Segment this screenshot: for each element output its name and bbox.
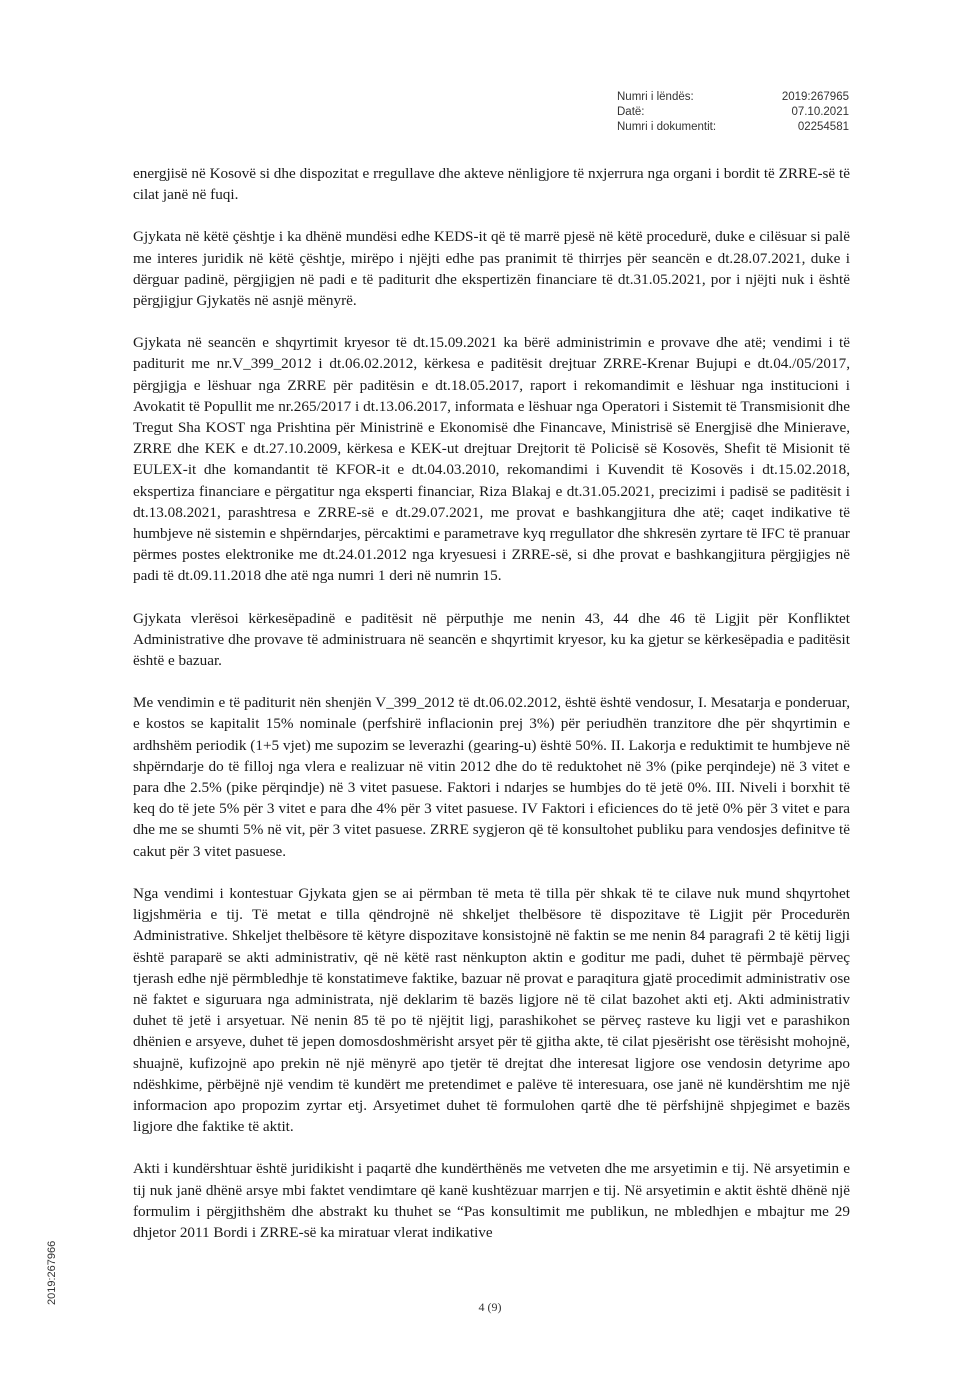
date-row [617, 105, 849, 120]
document-body [133, 163, 850, 1264]
paragraph: energjisë në Kosovë si dhe dispozitat e rregullave dhe akteve nënligjore të nxjerrura nga organi i bordit të ZRRE-së të cilat janë në fuqi. [133, 165, 850, 204]
case-number-value: 2019:267965 [781, 91, 849, 103]
paragraph: Gjykata në këtë çështje i ka dhënë mundësi edhe KEDS-it që të marrë pjesë në këtë procedurë, duke e cilësuar si palë me interes juridik në këtë çështje, mirëpo i njëjti edhe pas pranimit të thirrjes për seancën e dt.28.07.2021, duke i dërguar padinë, përgjigjen në padi e të paditurit dhe ekspertizën financiare të dt.31.05.2021, por i njëjti nuk i është përgjigjur Gjykatës në asnjë mënyrë. [133, 228, 850, 310]
document-metadata [617, 90, 849, 135]
case-number-row [617, 90, 849, 105]
paragraph: Me vendimin e të paditurit nën shenjën V_399_2012 të dt.06.02.2012, është është vendosur, I. Mesatarja e ponderuar, e kostos se kapitalit 15% nominale (perfshirë inflacionin prej 3%) për periudhën tranzitore dhe për shqyrtimin e ardhshëm periodik (1+5 vjet) me supozim se leverazhi (gearing-u) është 50%. II. Lakorja e reduktimit te humbjeve në shpërndarje do të filloj nga vlera e realizuar në vitin 2012 dhe do të reduktohet në 3% (pike perqindeje) në 3 vitet e para dhe 2.5% (pike përqindje) në 3 vitet pasuese. Faktori i ndarjes se humbjes do të jetë 0%. III. Niveli i borxhit të keq do të jete 5% për 3 vitet e para dhe 4% për 3 vitet pasuese. IV Faktori i eficiences do të jetë 0% për 3 vitet e para dhe me se shumti 5% në vit, për 3 vitet pasuese. ZRRE sygjeron që të konsultohet publiku para vendosjes definitve të cakut për 3 vitet pasuese. [133, 694, 850, 860]
paragraph: Gjykata vlerësoi kërkesëpadinë e paditësit në përputhje me nenin 43, 44 dhe 46 të Ligjit për Konfliktet Administrative dhe provave të administruara në seancën e shqyrtimit kryesor, ku ka gjetur se kërkesëpadia e paditësit është e bazuar. [133, 609, 850, 670]
side-case-reference: 2019:267966 [46, 1240, 58, 1305]
date-value: 07.10.2021 [791, 106, 849, 118]
case-number-label: Numri i lëndës: [617, 91, 694, 103]
paragraph: Nga vendimi i kontestuar Gjykata gjen se ai përmban të meta të tilla për shkak të te cilave nuk mund shqyrtohet ligjshmëria e tij. Të metat e tilla qëndrojnë në shkeljet thelbësore të dispozitave të Ligjit për Procedurën Administrative. Shkeljet thelbësore të këtyre dispozitave konsistojnë në faktin se me nenin 84 paragrafi 2 të këtij ligji është paraparë se akti administrativ, që në këtë rast nënkupton aktin e goditur me padi, duhet të përmbajë përveç tjerash edhe një përmbledhje të konstatimeve faktike, bazuar në provat e paraqitura gjatë procedimit administrativ ose në faktet e siguruara nga administrata, një deklarim të bazës ligjore në të cilat bazohet akti etj. Akti administrativ duhet të jetë i arsyetuar. Në nenin 85 të po të njëjtit ligj, parashikohet se përveç rasteve ku ligji vet e parashikon dhënien e arsyeve, duhet të jepen domosdoshmërisht arsyet për të gjitha akte, të cilat pjesërisht ose tërësisht mohojnë, shuajnë, kufizojnë apo prekin në një mënyrë apo tjetër të drejtat dhe interesat ligjore ose vendosin detyrime apo ndëshkime, përbëjnë një vendim të kundërt me pretendimet e palëve të interesuara, ose janë në kundërshtim me një informacion apo propozim zyrtar etj. Arsyetimet duhet të formulohen qartë dhe të përfshijnë shpjegimet e bazës ligjore dhe faktike të aktit. [133, 884, 850, 1136]
date-label: Datë: [617, 106, 645, 118]
paragraph: Gjykata në seancën e shqyrtimit kryesor të dt.15.09.2021 ka bërë administrimin e provave dhe atë; vendimi i të paditurit me nr.V_399_2012 i dt.06.02.2012, kërkesa e paditësit drejtuar ZRRE-Krenar Bujupi e dt.04./05/2017, përgjigja e lëshuar nga ZRRE për paditësin e dt.18.05.2017, raport i rekomandimit e lëshuar nga institucioni i Avokatit të Popullit me nr.265/2017 i dt.13.06.2017, informata e lëshuar nga Operatori i Sistemit të Transmisionit dhe Tregut Sha KOST nga Prishtina për Ministrinë e Ekonomisë dhe Financave, Ministrisë së Energjisë dhe Minierave, ZRRE dhe KEK e dt.27.10.2009, kërkesa e KEK-ut drejtuar Drejtorit të Policisë së Kosovës, Shefit të Misionit të EULEX-it dhe komandantit të KFOR-it e dt.04.03.2010, rekomandimi i Kuvendit të Kosovës i dt.15.02.2018, ekspertiza financiare e përgatitur nga eksperti financiar, Riza Blakaj e dt.31.05.2021, precizimi i padisë se paditësit i dt.13.08.2021, parashtresa e ZRRE-së e dt.29.07.2021, me provat e bashkangjitura dhe atë; caqet indikative të humbjeve në sistemin e shpërndarjes, përcaktimi e parametrave kyq rregullator dhe shkresën zyrtare të IFC të pranuar përmes postes elektronike me dt.24.01.2012 nga kryesuesi i ZRRE-së, si dhe provat e bashkangjitura përgjigjes në padi të dt.09.11.2018 dhe atë nga numri 1 deri në numrin 15. [133, 334, 850, 585]
document-number-row [617, 120, 849, 135]
document-number-label: Numri i dokumentit: [617, 121, 717, 133]
paragraph: Akti i kundërshtuar është juridikisht i paqartë dhe kundërthënës me vetveten dhe me arsyetimin e tij. Në arsyetimin e tij nuk janë dhënë arsye mbi faktet vendimtare që kanë kushtëzuar marrjen e tij. Në arsyetimin e aktit është dhënë një formulim i përgjithshëm dhe abstrakt ku thuhet se “Pas konsultimit me publikun, ne mbledhjen e mbajtur me 29 dhjetor 2011 Bordi i ZRRE-së ka miratuar vlerat indikative [133, 1160, 850, 1241]
page-number: 4 (9) [478, 1300, 502, 1314]
document-number-value: 02254581 [797, 121, 849, 133]
